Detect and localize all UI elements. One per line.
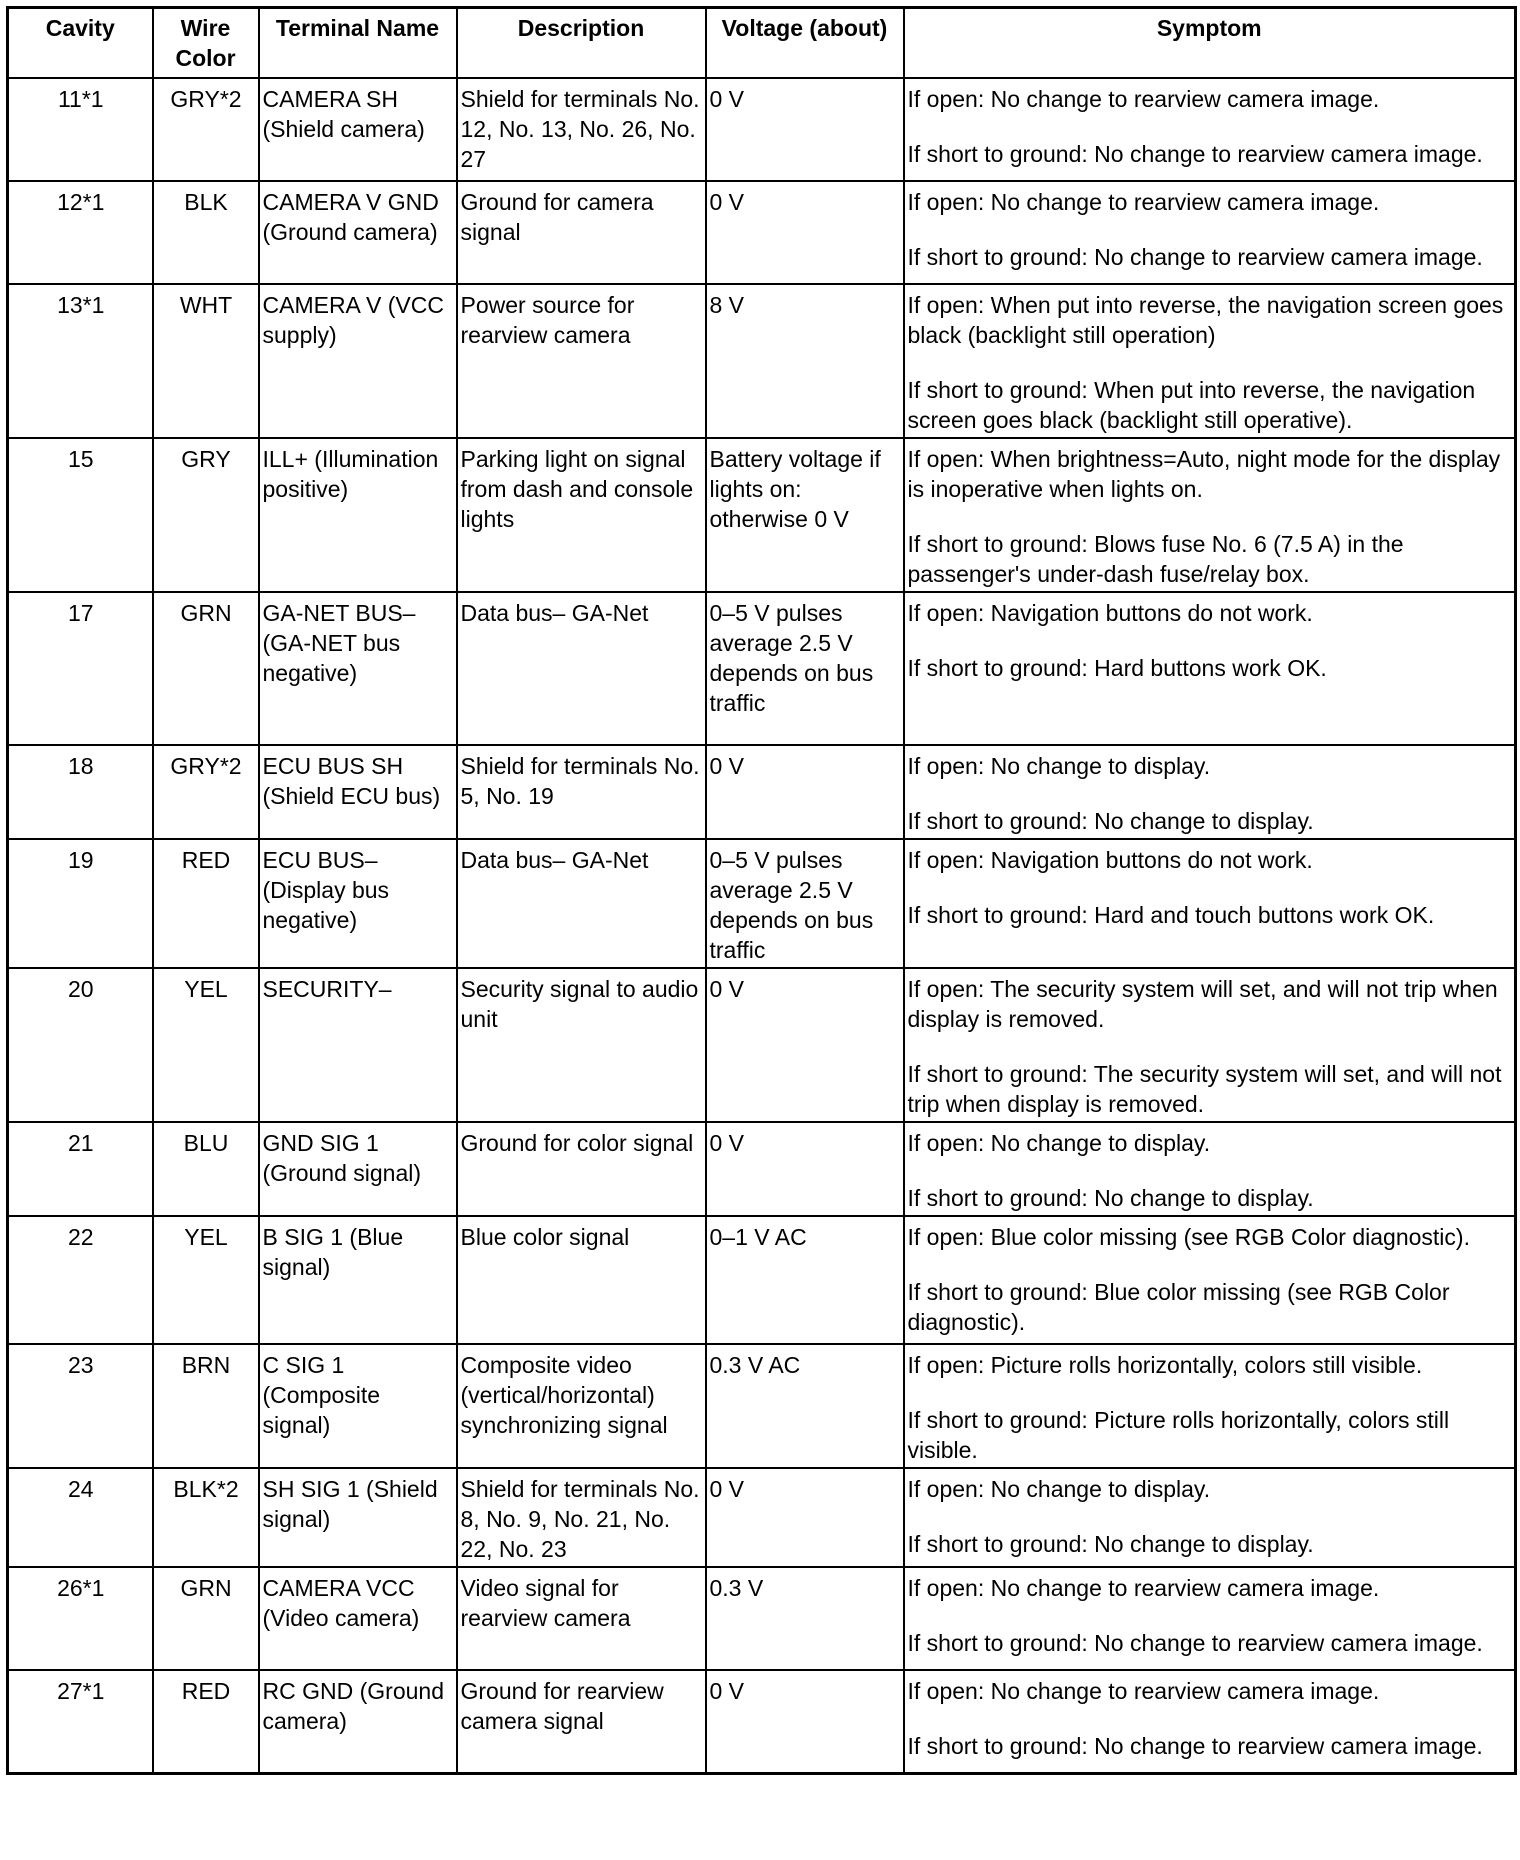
wire-color-cell: GRY [153, 438, 259, 592]
terminal-name-cell: RC GND (Ground camera) [259, 1670, 457, 1773]
terminal-name-cell: CAMERA SH (Shield camera) [259, 78, 457, 181]
description-cell: Shield for terminals No. 12, No. 13, No. 26, No. 27 [457, 78, 706, 181]
terminal-name-cell: C SIG 1 (Composite signal) [259, 1344, 457, 1468]
description-cell: Ground for color signal [457, 1122, 706, 1216]
table-row [8, 181, 1516, 284]
symptom-cell [904, 968, 1516, 1122]
wire-color-cell: GRY*2 [153, 78, 259, 181]
cavity-cell: 24 [8, 1468, 153, 1567]
symptom-if-open: If open: Navigation buttons do not work. [907, 600, 1313, 626]
table-row [8, 1344, 1516, 1468]
description-cell: Blue color signal [457, 1216, 706, 1344]
header-description: Description [457, 8, 706, 79]
symptom-if-open: If open: No change to rearview camera image. [907, 86, 1380, 112]
symptom-if-open: If open: No change to display. [907, 753, 1211, 779]
voltage-cell: 0 V [706, 745, 904, 839]
description-cell: Ground for rearview camera signal [457, 1670, 706, 1773]
symptom-if-open: If open: No change to rearview camera image. [907, 189, 1380, 215]
symptom-if-short: If short to ground: Hard and touch buttons work OK. [907, 902, 1435, 928]
table-row [8, 1468, 1516, 1567]
symptom-if-open: If open: The security system will set, and will not trip when display is removed. [907, 976, 1498, 1032]
wire-color-cell: GRY*2 [153, 745, 259, 839]
terminal-table-container [6, 6, 1517, 1775]
description-cell: Data bus– GA-Net [457, 592, 706, 745]
symptom-if-open: If open: No change to display. [907, 1476, 1211, 1502]
cavity-cell: 13*1 [8, 284, 153, 438]
symptom-cell [904, 1216, 1516, 1344]
symptom-if-short: If short to ground: No change to rearview camera image. [907, 141, 1483, 167]
symptom-cell [904, 1670, 1516, 1773]
table-row [8, 438, 1516, 592]
table-row [8, 1122, 1516, 1216]
cavity-cell: 17 [8, 592, 153, 745]
table-row [8, 1567, 1516, 1670]
voltage-cell: 0 V [706, 181, 904, 284]
symptom-if-open: If open: When brightness=Auto, night mode for the display is inoperative when lights on. [907, 446, 1501, 502]
wire-color-cell: BRN [153, 1344, 259, 1468]
voltage-cell: Battery voltage if lights on: otherwise 0 V [706, 438, 904, 592]
wire-color-cell: BLU [153, 1122, 259, 1216]
voltage-cell: 0 V [706, 1122, 904, 1216]
voltage-cell: 0 V [706, 78, 904, 181]
voltage-cell: 0–1 V AC [706, 1216, 904, 1344]
table-row [8, 839, 1516, 968]
cavity-cell: 22 [8, 1216, 153, 1344]
symptom-cell [904, 745, 1516, 839]
symptom-cell [904, 1344, 1516, 1468]
description-cell: Shield for terminals No. 5, No. 19 [457, 745, 706, 839]
table-body [8, 78, 1516, 1773]
voltage-cell: 0.3 V [706, 1567, 904, 1670]
symptom-if-short: If short to ground: No change to display. [907, 1185, 1314, 1211]
voltage-cell: 0 V [706, 1670, 904, 1773]
symptom-if-short: If short to ground: Hard buttons work OK. [907, 655, 1327, 681]
cavity-cell: 20 [8, 968, 153, 1122]
terminal-name-cell: GND SIG 1 (Ground signal) [259, 1122, 457, 1216]
wire-color-cell: RED [153, 1670, 259, 1773]
symptom-cell [904, 284, 1516, 438]
terminal-table [6, 6, 1517, 1775]
wire-color-cell: YEL [153, 1216, 259, 1344]
wire-color-cell: YEL [153, 968, 259, 1122]
terminal-name-cell: ECU BUS– (Display bus negative) [259, 839, 457, 968]
description-cell: Data bus– GA-Net [457, 839, 706, 968]
symptom-if-open: If open: Picture rolls horizontally, colors still visible. [907, 1352, 1423, 1378]
table-row [8, 1216, 1516, 1344]
terminal-name-cell: SECURITY– [259, 968, 457, 1122]
description-cell: Composite video (vertical/horizontal) synchronizing signal [457, 1344, 706, 1468]
symptom-cell [904, 1567, 1516, 1670]
terminal-name-cell: ECU BUS SH (Shield ECU bus) [259, 745, 457, 839]
symptom-cell [904, 1122, 1516, 1216]
symptom-cell [904, 181, 1516, 284]
symptom-if-open: If open: Navigation buttons do not work. [907, 847, 1313, 873]
symptom-if-open: If open: No change to rearview camera image. [907, 1575, 1380, 1601]
description-cell: Power source for rearview camera [457, 284, 706, 438]
header-symptom: Symptom [904, 8, 1516, 79]
voltage-cell: 0–5 V pulses average 2.5 V depends on bus traffic [706, 592, 904, 745]
description-cell: Parking light on signal from dash and console lights [457, 438, 706, 592]
symptom-if-open: If open: When put into reverse, the navigation screen goes black (backlight still operation) [907, 292, 1504, 348]
cavity-cell: 27*1 [8, 1670, 153, 1773]
symptom-if-short: If short to ground: Blue color missing (see RGB Color diagnostic). [907, 1279, 1450, 1335]
voltage-cell: 0 V [706, 1468, 904, 1567]
symptom-if-short: If short to ground: Picture rolls horizontally, colors still visible. [907, 1407, 1450, 1463]
cavity-cell: 18 [8, 745, 153, 839]
terminal-name-cell: ILL+ (Illumination positive) [259, 438, 457, 592]
terminal-name-cell: CAMERA V GND (Ground camera) [259, 181, 457, 284]
table-row [8, 1670, 1516, 1773]
cavity-cell: 12*1 [8, 181, 153, 284]
symptom-if-short: If short to ground: No change to display. [907, 1531, 1314, 1557]
terminal-name-cell: GA-NET BUS– (GA-NET bus negative) [259, 592, 457, 745]
header-voltage: Voltage (about) [706, 8, 904, 79]
symptom-if-short: If short to ground: When put into reverse, the navigation screen goes black (backlight still operative). [907, 377, 1476, 433]
table-row [8, 592, 1516, 745]
voltage-cell: 0–5 V pulses average 2.5 V depends on bus traffic [706, 839, 904, 968]
description-cell: Ground for camera signal [457, 181, 706, 284]
header-terminal-name: Terminal Name [259, 8, 457, 79]
cavity-cell: 19 [8, 839, 153, 968]
description-cell: Security signal to audio unit [457, 968, 706, 1122]
wire-color-cell: GRN [153, 1567, 259, 1670]
table-row [8, 968, 1516, 1122]
header-wire-color: Wire Color [153, 8, 259, 79]
voltage-cell: 0.3 V AC [706, 1344, 904, 1468]
cavity-cell: 15 [8, 438, 153, 592]
symptom-cell [904, 839, 1516, 968]
table-row [8, 78, 1516, 181]
description-cell: Video signal for rearview camera [457, 1567, 706, 1670]
wire-color-cell: BLK*2 [153, 1468, 259, 1567]
terminal-name-cell: CAMERA VCC (Video camera) [259, 1567, 457, 1670]
voltage-cell: 0 V [706, 968, 904, 1122]
wire-color-cell: GRN [153, 592, 259, 745]
wire-color-cell: WHT [153, 284, 259, 438]
cavity-cell: 26*1 [8, 1567, 153, 1670]
cavity-cell: 21 [8, 1122, 153, 1216]
symptom-if-open: If open: Blue color missing (see RGB Color diagnostic). [907, 1224, 1470, 1250]
symptom-if-short: If short to ground: No change to rearview camera image. [907, 1733, 1483, 1759]
table-row [8, 284, 1516, 438]
terminal-name-cell: B SIG 1 (Blue signal) [259, 1216, 457, 1344]
wire-color-cell: BLK [153, 181, 259, 284]
terminal-name-cell: SH SIG 1 (Shield signal) [259, 1468, 457, 1567]
symptom-if-short: If short to ground: Blows fuse No. 6 (7.5 A) in the passenger's under-dash fuse/relay box. [907, 531, 1404, 587]
symptom-if-short: If short to ground: The security system will set, and will not trip when display is removed. [907, 1061, 1502, 1117]
symptom-if-open: If open: No change to rearview camera image. [907, 1678, 1380, 1704]
wire-color-cell: RED [153, 839, 259, 968]
header-cavity: Cavity [8, 8, 153, 79]
symptom-if-short: If short to ground: No change to display. [907, 808, 1314, 834]
description-cell: Shield for terminals No. 8, No. 9, No. 21, No. 22, No. 23 [457, 1468, 706, 1567]
cavity-cell: 23 [8, 1344, 153, 1468]
symptom-cell [904, 1468, 1516, 1567]
table-header [8, 8, 1516, 79]
header-row [8, 8, 1516, 79]
symptom-cell [904, 592, 1516, 745]
terminal-name-cell: CAMERA V (VCC supply) [259, 284, 457, 438]
table-row [8, 745, 1516, 839]
voltage-cell: 8 V [706, 284, 904, 438]
cavity-cell: 11*1 [8, 78, 153, 181]
symptom-if-open: If open: No change to display. [907, 1130, 1211, 1156]
symptom-cell [904, 78, 1516, 181]
symptom-if-short: If short to ground: No change to rearview camera image. [907, 1630, 1483, 1656]
symptom-cell [904, 438, 1516, 592]
symptom-if-short: If short to ground: No change to rearview camera image. [907, 244, 1483, 270]
